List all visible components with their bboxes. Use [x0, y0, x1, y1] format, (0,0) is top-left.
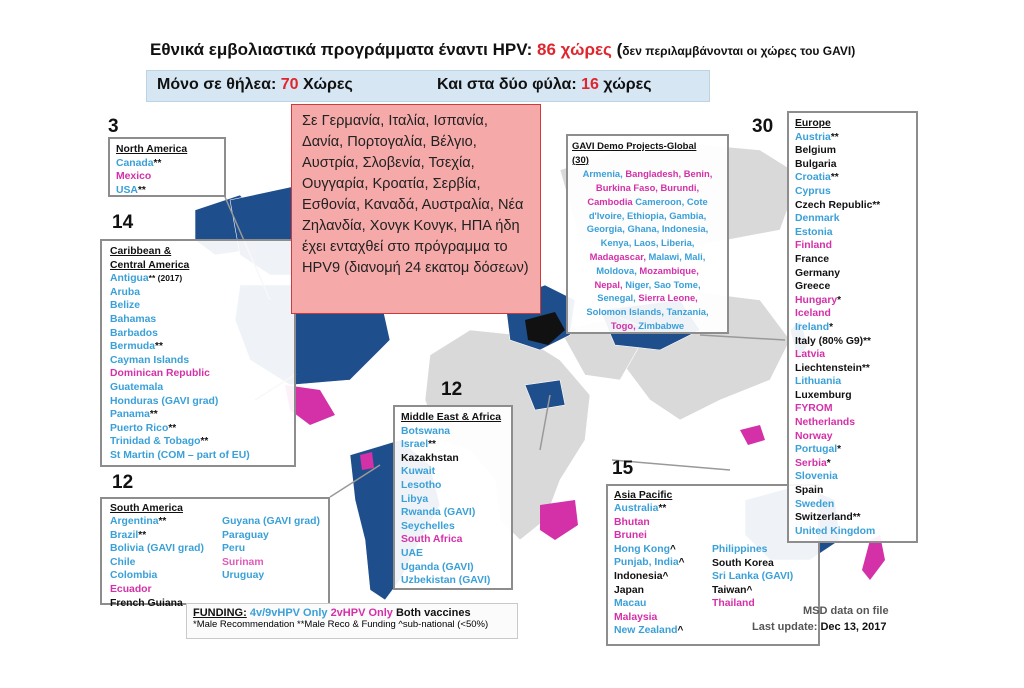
- country-name: Iceland: [795, 308, 831, 320]
- gavi-line: [572, 250, 723, 264]
- country-name: Finland: [795, 240, 832, 252]
- gavi-subheader: (30): [572, 154, 589, 166]
- country-name: Botswana: [401, 425, 451, 437]
- country-item: [222, 569, 320, 583]
- country-name: Chile: [110, 556, 136, 568]
- country-item: [116, 157, 218, 171]
- country-mark: **: [852, 512, 861, 524]
- title-count: 86 χώρες: [537, 40, 612, 59]
- country-item: [401, 438, 505, 452]
- country-name: St Martin (COM – part of EU): [110, 449, 250, 461]
- caribbean-header: Caribbean &: [110, 246, 172, 257]
- gavi-country: Tanzania,: [666, 306, 709, 318]
- country-item: [614, 529, 685, 543]
- country-item: [110, 556, 204, 570]
- country-item: [795, 185, 910, 199]
- country-name: Luxemburg: [795, 389, 852, 401]
- country-item: [614, 584, 685, 598]
- female-only-label: Μόνο σε θήλεα: 70 Χώρες: [157, 76, 353, 93]
- country-mark: *: [826, 457, 831, 469]
- country-item: [614, 611, 685, 625]
- country-item: [795, 307, 910, 321]
- country-item: [712, 543, 793, 557]
- country-item: [222, 529, 320, 543]
- country-name: Greece: [795, 281, 831, 293]
- gavi-list: [572, 167, 723, 333]
- country-item: [712, 570, 793, 584]
- country-item: [795, 321, 910, 335]
- country-name: Italy (80% G9): [795, 335, 864, 347]
- country-item: [401, 452, 505, 466]
- country-item: [401, 479, 505, 493]
- country-name: Germany: [795, 267, 841, 279]
- country-name: Malaysia: [614, 611, 658, 623]
- country-name: Slovenia: [795, 471, 838, 483]
- country-name: Japan: [614, 584, 645, 596]
- gavi-line: [572, 181, 723, 195]
- country-item: [401, 533, 505, 547]
- country-name: Peru: [222, 543, 246, 555]
- country-name: Lithuania: [795, 376, 842, 388]
- country-item: [795, 294, 910, 308]
- gavi-country: Georgia,: [586, 223, 628, 235]
- north-america-count: 3: [108, 116, 119, 137]
- country-mark: **: [158, 516, 167, 527]
- country-item: [795, 443, 910, 457]
- country-name: Belgium: [795, 145, 836, 157]
- gavi-country: Mozambique,: [639, 264, 699, 276]
- country-mark: *: [829, 321, 833, 333]
- country-name: Taiwan: [712, 584, 747, 596]
- country-item: [401, 506, 505, 520]
- country-name: Bolivia (GAVI grad): [110, 543, 204, 555]
- country-name: Hong Kong: [614, 543, 670, 555]
- country-item: [795, 144, 910, 158]
- gavi-country: Bangladesh,: [625, 168, 684, 180]
- country-name: Serbia: [795, 457, 827, 469]
- country-mark: **: [863, 335, 871, 347]
- country-name: Surinam: [222, 556, 264, 568]
- country-name: Philippines: [712, 544, 768, 555]
- country-name: France: [795, 253, 830, 265]
- country-name: Rwanda (GAVI): [401, 507, 476, 519]
- country-name: Antigua: [110, 273, 149, 285]
- country-name: Libya: [401, 493, 429, 505]
- country-name: Panama: [110, 409, 150, 421]
- hpv9-callout: Σε Γερμανία, Ιταλία, Ισπανία, Δανία, Πορτογαλία, Βέλγιο, Αυστρία, Σλοβενία, Τσεχία, Ουγγαρία, Κροατία, Σερβία, Εσθονία, Καναδά, Αυστραλία, Νέα Ζηλανδία, Χονγκ Κονγκ, ΗΠΑ ήδη έχει ενταχθεί στο πρόγραμμα το HPV9 (διανομή 24 εκατομ δόσεων): [291, 104, 541, 314]
- country-item: [401, 561, 505, 575]
- page-title: [150, 40, 855, 60]
- country-item: [110, 529, 204, 543]
- country-item: [712, 584, 793, 598]
- country-name: Paraguay: [222, 529, 269, 541]
- country-name: Bulgaria: [795, 158, 837, 170]
- country-item: [401, 520, 505, 534]
- country-name: Bermuda: [110, 341, 156, 353]
- south-america-col1: [110, 515, 204, 610]
- country-name: Trinidad & Tobago: [110, 436, 201, 448]
- gavi-line: [572, 264, 723, 278]
- mea-box: [393, 405, 513, 590]
- country-mark: **: [168, 422, 177, 434]
- funding-legend: [186, 603, 518, 639]
- country-item: [110, 286, 286, 300]
- gavi-country: Niger,: [625, 278, 654, 290]
- country-name: Ecuador: [110, 583, 152, 595]
- mea-count: 12: [441, 379, 463, 400]
- country-item: [110, 340, 286, 354]
- country-name: Switzerland: [795, 512, 853, 524]
- country-item: [795, 389, 910, 403]
- country-mark: **: [861, 362, 870, 374]
- gavi-country: Ethiopia,: [627, 209, 670, 221]
- country-name: UAE: [401, 547, 423, 559]
- country-item: [110, 367, 286, 381]
- gavi-box: [566, 134, 729, 334]
- country-name: Bhutan: [614, 516, 650, 528]
- caribbean-list: [110, 272, 286, 462]
- europe-list: [795, 131, 910, 539]
- country-name: FYROM: [795, 403, 833, 415]
- country-item: [401, 465, 505, 479]
- country-mark: **: [153, 157, 162, 169]
- country-name: Bahamas: [110, 313, 157, 325]
- country-item: [795, 267, 910, 281]
- gavi-country: Armenia,: [582, 168, 626, 180]
- country-name: Cyprus: [795, 185, 831, 197]
- update-date: Dec 13, 2017: [817, 621, 887, 633]
- country-item: [795, 498, 910, 512]
- country-mark: **: [872, 199, 881, 211]
- country-name: Seychelles: [401, 520, 455, 532]
- gavi-line: [572, 319, 723, 333]
- north-america-box: [108, 137, 226, 197]
- caribbean-box: [100, 239, 296, 467]
- country-item: [712, 597, 793, 611]
- country-name: Latvia: [795, 349, 826, 361]
- country-mark: **: [138, 529, 147, 541]
- gavi-country: Liberia,: [661, 237, 695, 249]
- title-paren: (: [611, 40, 623, 59]
- both-sexes-label: Και στα δύο φύλα: 16 χώρες: [437, 76, 652, 93]
- country-name: Australia: [614, 503, 659, 514]
- country-item: [795, 416, 910, 430]
- funding-footnote: *Male Recommendation **Male Reco & Funding ^sub-national (<50%): [193, 619, 489, 630]
- country-item: [614, 556, 685, 570]
- country-item: [401, 574, 505, 588]
- country-name: Hungary: [795, 294, 838, 306]
- country-item: [795, 212, 910, 226]
- country-name: French Guiana: [110, 597, 183, 609]
- country-name: Netherlands: [795, 417, 856, 429]
- country-mark: **: [830, 131, 839, 143]
- update-label: Last update:: [752, 621, 818, 633]
- country-item: [401, 547, 505, 561]
- gavi-country: d'Ivoire,: [588, 209, 627, 221]
- country-name: Colombia: [110, 570, 158, 582]
- south-america-header: South America: [110, 503, 183, 514]
- country-name: Liechtenstein: [795, 362, 862, 374]
- country-item: [795, 525, 910, 539]
- country-item: [614, 570, 685, 584]
- gavi-country: Laos,: [633, 237, 662, 249]
- country-item: [401, 425, 505, 439]
- country-name: Ireland: [795, 321, 830, 333]
- country-name: Macau: [614, 598, 647, 610]
- asia-pacific-count: 15: [612, 458, 634, 479]
- gavi-country: Nepal,: [594, 278, 626, 290]
- country-name: Cayman Islands: [110, 354, 190, 366]
- country-mark: *: [837, 294, 842, 306]
- country-item: [795, 253, 910, 267]
- north-america-header: North America: [116, 144, 188, 155]
- country-name: Croatia: [795, 172, 831, 184]
- country-item: [614, 624, 685, 638]
- gavi-country: Cameroon,: [635, 195, 687, 207]
- gavi-country: Gambia,: [669, 209, 707, 221]
- country-name: Denmark: [795, 213, 840, 225]
- country-item: [795, 470, 910, 484]
- gavi-country: Malawi,: [648, 250, 685, 262]
- country-name: Belize: [110, 300, 141, 312]
- funding-2v: 2vHPV Only: [330, 607, 393, 619]
- country-name: Portugal: [795, 444, 838, 456]
- country-item: [795, 430, 910, 444]
- asia-pacific-col1: [614, 502, 685, 638]
- country-name: Canada: [116, 157, 154, 169]
- country-item: [110, 299, 286, 313]
- country-mark: *: [837, 444, 842, 456]
- country-item: [614, 597, 685, 611]
- asia-pacific-header: Asia Pacific: [614, 490, 673, 501]
- ecuador: [360, 452, 374, 470]
- country-name: Aruba: [110, 286, 141, 298]
- funding-4v9v: 4v/9vHPV Only: [249, 607, 328, 619]
- gavi-country: Moldova,: [596, 264, 640, 276]
- central-america-header: Central America: [110, 259, 190, 271]
- country-name: Lesotho: [401, 479, 442, 491]
- gavi-line: [572, 209, 723, 223]
- country-mark: ** (2017): [148, 273, 183, 284]
- country-mark: **: [830, 172, 839, 184]
- malaysia: [740, 425, 765, 445]
- gavi-country: Benin,: [683, 168, 713, 180]
- gavi-country: Togo,: [610, 319, 639, 331]
- country-item: [795, 362, 910, 376]
- country-item: [110, 381, 286, 395]
- country-item: [795, 239, 910, 253]
- gavi-country: Kenya,: [600, 237, 634, 249]
- country-item: [795, 280, 910, 294]
- country-name: Kazakhstan: [401, 452, 459, 464]
- country-name: Indonesia: [614, 570, 663, 582]
- gavi-country: Sao Tome,: [653, 278, 701, 290]
- country-mark: ^: [662, 570, 669, 582]
- south-america-col2: [222, 515, 320, 583]
- country-item: [222, 542, 320, 556]
- country-mark: **: [155, 341, 163, 353]
- country-name: Brunei: [614, 530, 647, 542]
- gavi-line: [572, 278, 723, 292]
- country-item: [712, 557, 793, 571]
- country-item: [110, 435, 286, 449]
- country-mark: **: [658, 503, 667, 514]
- country-item: [795, 226, 910, 240]
- country-item: [222, 556, 320, 570]
- country-item: [116, 184, 218, 198]
- funding-label: FUNDING:: [193, 607, 247, 619]
- country-item: [795, 511, 910, 525]
- europe-count: 30: [752, 116, 774, 137]
- country-item: [795, 348, 910, 362]
- country-name: Brazil: [110, 529, 139, 541]
- country-item: [795, 171, 910, 185]
- country-item: [795, 131, 910, 145]
- country-item: [795, 158, 910, 172]
- gavi-country: Mali,: [684, 250, 706, 262]
- country-item: [110, 313, 286, 327]
- country-item: [116, 170, 218, 184]
- gavi-line: [572, 291, 723, 305]
- country-mark: ^: [746, 584, 753, 596]
- country-item: [110, 542, 204, 556]
- last-update: [752, 621, 887, 633]
- europe-header: Europe: [795, 118, 831, 129]
- country-name: Argentina: [110, 516, 159, 527]
- country-item: [110, 515, 204, 529]
- country-name: Barbados: [110, 327, 158, 339]
- country-name: Guatemala: [110, 381, 164, 393]
- country-name: Israel: [401, 439, 429, 451]
- country-item: [795, 484, 910, 498]
- country-name: Dominican Republic: [110, 368, 210, 380]
- gavi-country: Madagascar,: [589, 250, 649, 262]
- title-text: Εθνικά εμβολιαστικά προγράμματα έναντι HPV:: [150, 40, 538, 59]
- country-name: Uganda (GAVI): [401, 561, 474, 573]
- gavi-header: GAVI Demo Projects-Global: [572, 141, 697, 152]
- caribbean-count: 14: [112, 212, 134, 233]
- gavi-line: [572, 195, 723, 209]
- north-america-list: [116, 157, 218, 198]
- gavi-country: Indonesia,: [661, 223, 709, 235]
- country-name: Uruguay: [222, 570, 265, 582]
- country-item: [795, 457, 910, 471]
- country-item: [110, 408, 286, 422]
- country-mark: ^: [677, 625, 684, 637]
- gavi-line: [572, 236, 723, 250]
- country-item: [110, 583, 204, 597]
- funding-both: Both vaccines: [395, 607, 471, 619]
- country-item: [110, 422, 286, 436]
- country-name: Uzbekistan (GAVI): [401, 575, 491, 587]
- country-item: [110, 327, 286, 341]
- country-name: Mexico: [116, 171, 152, 183]
- gavi-country: Solomon Islands,: [586, 306, 667, 318]
- gavi-country: Senegal,: [597, 292, 639, 304]
- country-item: [401, 493, 505, 507]
- country-name: Thailand: [712, 598, 755, 610]
- country-item: [795, 335, 910, 349]
- country-name: Norway: [795, 430, 833, 442]
- country-item: [110, 449, 286, 463]
- country-name: Honduras (GAVI grad): [110, 395, 219, 407]
- country-item: [795, 375, 910, 389]
- country-item: [110, 395, 286, 409]
- country-item: [795, 402, 910, 416]
- mea-list: [401, 425, 505, 588]
- mea-header: Middle East & Africa: [401, 412, 502, 423]
- country-item: [614, 516, 685, 530]
- subtitle-bar: [146, 70, 710, 102]
- country-name: Austria: [795, 131, 831, 143]
- title-note: δεν περιλαμβάνονται οι χώρες του GAVI): [622, 44, 856, 58]
- country-item: [110, 272, 286, 286]
- country-name: Estonia: [795, 226, 833, 238]
- country-name: Punjab, India: [614, 557, 679, 569]
- gavi-country: Sierra Leone,: [638, 292, 698, 304]
- country-name: Sri Lanka (GAVI): [712, 571, 794, 583]
- gavi-country: Ghana,: [627, 223, 662, 235]
- south-africa: [540, 500, 578, 540]
- gavi-country: Burkina Faso,: [595, 181, 661, 193]
- country-name: USA: [116, 184, 138, 196]
- country-name: Czech Republic: [795, 199, 873, 211]
- country-name: Puerto Rico: [110, 422, 169, 434]
- gavi-country: Cote: [686, 195, 708, 207]
- asia-pacific-col2: [712, 543, 793, 611]
- country-name: United Kingdom: [795, 525, 876, 537]
- europe-box: [787, 111, 918, 543]
- country-mark: ^: [669, 543, 676, 555]
- gavi-line: [572, 222, 723, 236]
- country-mark: **: [137, 184, 146, 196]
- country-name: Sweden: [795, 498, 835, 510]
- country-item: [614, 543, 685, 557]
- gavi-line: [572, 167, 723, 181]
- country-item: [222, 515, 320, 529]
- country-mark: **: [428, 439, 436, 451]
- country-mark: ^: [678, 557, 685, 569]
- country-name: South Korea: [712, 557, 774, 569]
- country-item: [795, 199, 910, 213]
- country-mark: **: [200, 436, 209, 448]
- data-source: MSD data on file: [803, 605, 889, 617]
- country-mark: **: [149, 409, 158, 421]
- country-name: Kuwait: [401, 466, 436, 478]
- gavi-country: Burundi,: [660, 181, 700, 193]
- gavi-line: [572, 305, 723, 319]
- gavi-country: Zimbabwe: [638, 319, 685, 331]
- country-item: [614, 502, 685, 516]
- country-item: [110, 354, 286, 368]
- country-item: [110, 569, 204, 583]
- country-name: Guyana (GAVI grad): [222, 516, 320, 527]
- country-name: New Zealand: [614, 625, 678, 637]
- country-name: South Africa: [401, 534, 463, 546]
- south-america-count: 12: [112, 472, 134, 493]
- country-name: Spain: [795, 485, 824, 497]
- gavi-country: Cambodia: [587, 195, 636, 207]
- south-america-box: [100, 497, 330, 609]
